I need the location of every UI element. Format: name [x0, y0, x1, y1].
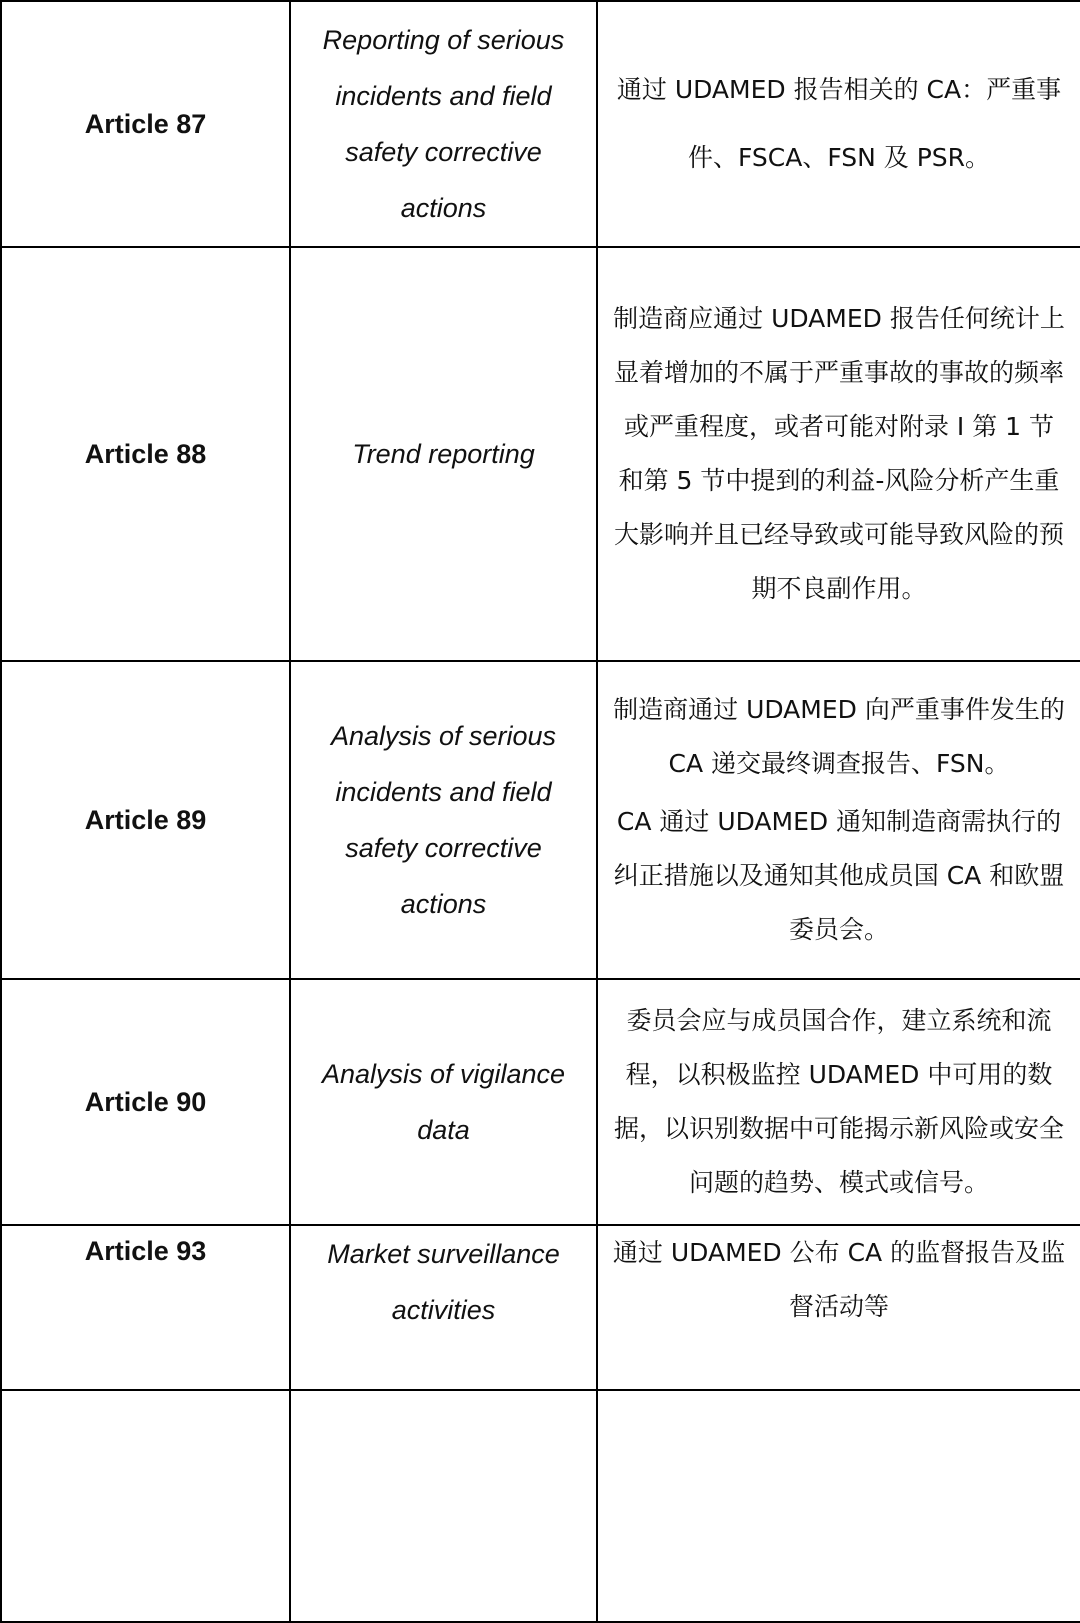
description-cell — [597, 661, 1080, 979]
article-description — [598, 292, 1080, 616]
title-cell — [290, 661, 597, 979]
description-paragraph: 委员会应与成员国合作，建立系统和流程，以积极监控 UDAMED 中可用的数据，以识别数据中可能揭示新风险或安全问题的趋势、模式或信号。 — [613, 1006, 1064, 1197]
description-paragraph: 通过 UDAMED 报告相关的 CA：严重事件、FSCA、FSN 及 PSR。 — [616, 75, 1062, 172]
article-cell — [1, 1225, 290, 1390]
article-description — [598, 994, 1080, 1210]
table-row — [1, 661, 1080, 979]
description-paragraph: 通过 UDAMED 公布 CA 的监督报告及监督活动等 — [612, 1238, 1066, 1321]
article-title: Analysis of serious incidents and field safety corrective actions — [330, 721, 557, 919]
article-title: Market surveillance activities — [327, 1239, 560, 1325]
description-paragraph: CA 通过 UDAMED 通知制造商需执行的纠正措施以及通知其他成员国 CA 和欧盟委员会。 — [613, 807, 1065, 944]
article-cell — [1, 979, 290, 1225]
title-cell — [290, 1390, 597, 1622]
article-cell — [1, 1, 290, 247]
description-cell — [597, 1225, 1080, 1390]
article-title: Analysis of vigilance data — [321, 1059, 566, 1145]
title-cell — [290, 979, 597, 1225]
table-row-empty — [1, 1390, 1080, 1622]
description-cell — [597, 979, 1080, 1225]
article-number: Article 88 — [84, 438, 207, 469]
title-cell — [290, 1, 597, 247]
description-cell — [597, 247, 1080, 661]
article-title: Trend reporting — [352, 438, 535, 469]
table-row — [1, 1, 1080, 247]
article-description — [598, 56, 1080, 192]
description-paragraph: 制造商通过 UDAMED 向严重事件发生的 CA 递交最终调查报告、FSN。 — [613, 695, 1065, 778]
description-paragraph: 制造商应通过 UDAMED 报告任何统计上显着增加的不属于严重事故的事故的频率或严重程度，或者可能对附录 I 第 1 节和第 5 节中提到的利益-风险分析产生重大影响并且已经导致或可能导致风险的预期不良副作用。 — [613, 304, 1065, 603]
article-description — [598, 1226, 1080, 1334]
article-cell — [1, 247, 290, 661]
article-number: Article 93 — [84, 1236, 207, 1266]
article-description — [598, 683, 1080, 957]
article-cell — [1, 1390, 290, 1622]
title-cell — [290, 247, 597, 661]
table-row — [1, 247, 1080, 661]
title-cell — [290, 1225, 597, 1390]
article-number: Article 89 — [84, 804, 207, 835]
article-number: Article 87 — [84, 108, 207, 139]
article-cell — [1, 661, 290, 979]
article-title: Reporting of serious incidents and field safety corrective actions — [322, 25, 565, 223]
description-cell — [597, 1, 1080, 247]
article-number: Article 90 — [84, 1086, 207, 1117]
description-cell — [597, 1390, 1080, 1622]
table-row — [1, 1225, 1080, 1390]
table-row — [1, 979, 1080, 1225]
